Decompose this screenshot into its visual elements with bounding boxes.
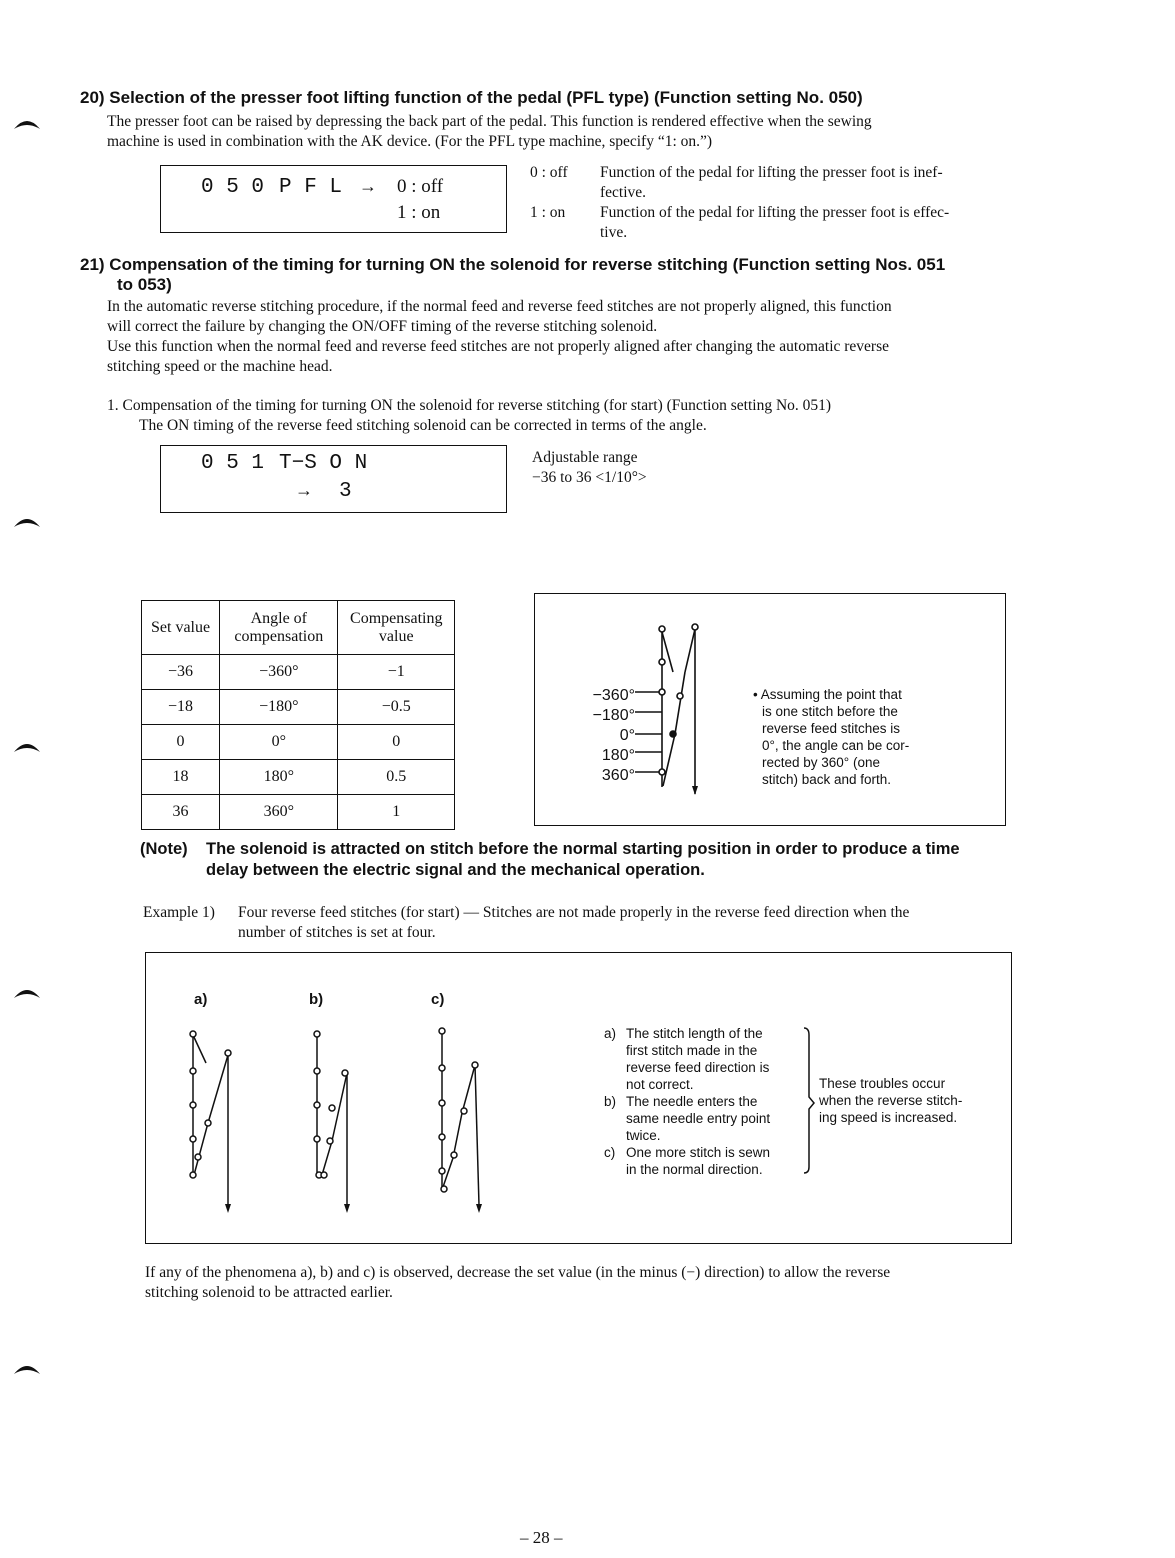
display-option-off: 0 : off <box>397 176 444 197</box>
compensation-table <box>141 600 455 830</box>
adjustable-range <box>532 448 647 488</box>
display-name: T−S O N <box>279 452 368 475</box>
binder-mark <box>12 115 42 131</box>
display-value: 3 <box>339 480 352 503</box>
page-number: – 28 – <box>520 1528 563 1547</box>
table-header: Angle of compensation <box>220 601 338 655</box>
lcd-display-050 <box>160 165 507 233</box>
angle-note: • Assuming the point that is one stitch before the reverse feed stitches is 0°, the angle can be cor- rected by 360° (one stitch) back and forth. <box>753 687 910 787</box>
option-key: 1 : on <box>530 204 566 221</box>
section-20-heading: 20) Selection of the presser foot lifting function of the pedal (PFL type) (Function setting No. 050) <box>80 88 863 107</box>
table-header: Compensating value <box>338 601 455 655</box>
fig-label-b: b) <box>309 991 324 1008</box>
arrow-icon: → <box>359 176 377 196</box>
table-row: 0 0° 0 <box>142 725 455 760</box>
binder-mark <box>12 984 42 1000</box>
range-value: −36 to 36 <1/10°> <box>532 469 647 486</box>
table-row: −36 −360° −1 <box>142 655 455 690</box>
option-desc: Function of the pedal for lifting the presser foot is inef- <box>600 164 943 181</box>
fig-label-c: c) <box>431 991 445 1008</box>
binder-mark <box>12 738 42 754</box>
section-21-paragraph: In the automatic reverse stitching procedure, if the normal feed and reverse feed stitches are not properly aligned, this function will correct the failure by changing the ON/OFF timing of the reverse stitching solenoid. Use this function when the normal feed and reverse feed stitches are not properly aligned after changing the automatic reverse stitching speed or the machine head. <box>107 298 892 375</box>
option-key: 0 : off <box>530 164 568 181</box>
table-row: −18 −180° −0.5 <box>142 690 455 725</box>
table-header: Set value <box>142 601 220 655</box>
section-21-heading: 21) Compensation of the timing for turning ON the solenoid for reverse stitching (Function setting Nos. 051 to 053) <box>80 255 946 294</box>
fig-label-a: a) <box>194 991 208 1008</box>
option-desc: Function of the pedal for lifting the presser foot is effec- <box>600 204 950 221</box>
display-code: 0 5 0 <box>201 176 265 199</box>
range-label: Adjustable range <box>532 449 638 466</box>
section-20-paragraph: The presser foot can be raised by depressing the back part of the pedal. This function is rendered effective when the sewing machine is used in combination with the AK device. (For the PFL type machine, specify “1: on.”) <box>107 113 872 150</box>
item-1: 1. Compensation of the timing for turning ON the solenoid for reverse stitching (for start) (Function setting No. 051) The ON timing of the reverse feed stitching solenoid can be corrected in terms of the angle. <box>107 397 832 434</box>
display-code: 0 5 1 <box>201 452 265 475</box>
option-desc: tive. <box>600 224 628 241</box>
option-desc: fective. <box>600 184 647 201</box>
binder-mark <box>12 513 42 529</box>
option-list <box>530 163 1010 243</box>
table-row: 18 180° 0.5 <box>142 760 455 795</box>
binder-mark <box>12 1360 42 1376</box>
lcd-display-051 <box>160 445 507 513</box>
display-option-on: 1 : on <box>397 202 441 223</box>
angle-labels: −360° −180° 0° 180° 360° <box>592 687 635 784</box>
closing-paragraph: If any of the phenomena a), b) and c) is observed, decrease the set value (in the minus (−) direction) to allow the reverse stitching solenoid to be attracted earlier. <box>145 1264 891 1301</box>
display-name: P F L <box>279 176 343 199</box>
trouble-summary: These troubles occur when the reverse stitch- ing speed is increased. <box>819 1076 963 1125</box>
stitch-angle-figure <box>534 593 1006 826</box>
table-row: 36 360° 1 <box>142 795 455 830</box>
arrow-icon: → <box>295 480 313 500</box>
example-figure: a) b) c) a) The stitch length of the first stitch made in the reverse feed direction is not correct. b) The needle enters the same needle entry point twice. c) One more stitch is sewn in the normal direction. These troubles occur when the reverse stitch- ing speed is increased. <box>145 952 1012 1244</box>
